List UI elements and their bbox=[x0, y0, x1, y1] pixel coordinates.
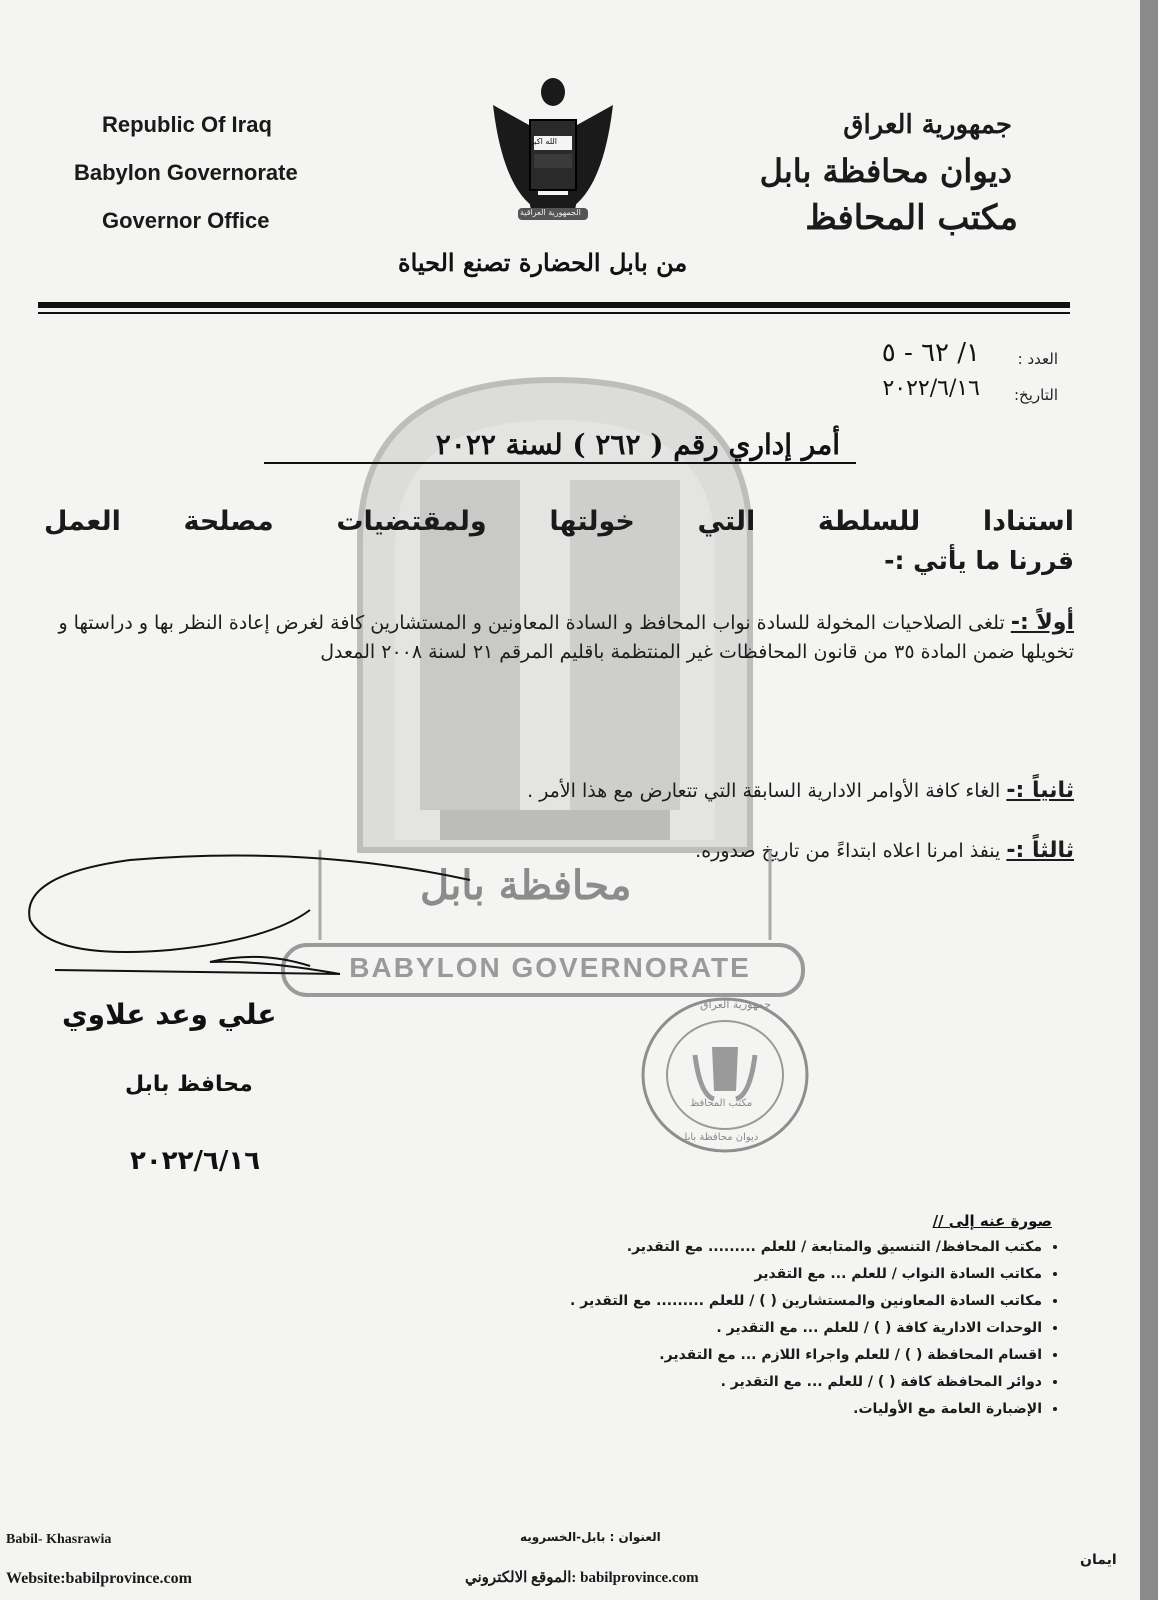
stamp-ar: محافظة بابل bbox=[420, 862, 632, 909]
footer-center-address: العنوان : بابل-الخسرويه bbox=[520, 1530, 661, 1544]
copy-item: • مكاتب السادة المعاونين والمستشارين ( ) / للعلم ......... مع التقدير . bbox=[322, 1288, 1042, 1315]
header-en-line-1: Republic Of Iraq bbox=[102, 112, 272, 137]
header-ar-line-1: جمهورية العراق bbox=[843, 110, 1012, 140]
seal-top-text: جمهورية العراق bbox=[700, 998, 772, 1011]
copy-item: • اقسام المحافظة ( ) / للعلم واجراء اللازم ... مع التقدير. bbox=[322, 1342, 1042, 1369]
footer-left-address: Babil- Khasrawia bbox=[6, 1532, 112, 1547]
signature-date: ٢٠٢٢/٦/١٦ bbox=[130, 1146, 261, 1176]
header-ar-line-2: ديوان محافظة بابل bbox=[759, 152, 1012, 190]
copy-item: • دوائر المحافظة كافة ( ) / للعلم ... مع التقدير . bbox=[322, 1369, 1042, 1396]
copy-item: • الوحدات الادارية كافة ( ) / للعلم ... مع التقدير . bbox=[322, 1315, 1042, 1342]
order-decision: قررنا ما يأتي :- bbox=[884, 546, 1074, 575]
item-2-label: ثانياً :- bbox=[1006, 778, 1074, 803]
stamp-en: BABYLON GOVERNORATE bbox=[349, 952, 751, 983]
footer-right-note: ايمان bbox=[1080, 1552, 1117, 1568]
copy-item: • الإضبارة العامة مع الأوليات. bbox=[322, 1396, 1042, 1423]
item-1-label: أولاً :- bbox=[1010, 610, 1074, 635]
header-en-line-2: Babylon Governorate bbox=[74, 160, 298, 185]
iraq-eagle-emblem bbox=[488, 70, 618, 230]
item-3-label: ثالثاً :- bbox=[1006, 838, 1074, 863]
signature-scribble bbox=[10, 850, 490, 990]
header-rule-thick bbox=[38, 302, 1070, 308]
copies-list bbox=[322, 1234, 1060, 1423]
header-rule-thin bbox=[38, 312, 1070, 314]
number-label: العدد : bbox=[1017, 350, 1058, 368]
item-1-text: تلغى الصلاحيات المخولة للسادة نواب المحافظ و السادة المعاونين و المستشارين كافة لغرض إعادة النظر بها و دراستها و تخويلها ضمن المادة ٣٥ من قانون المحافظات غير المنتظمة باقليم المرقم ٢١ لسنة ٢٠٠٨ المعدل bbox=[58, 612, 1074, 663]
item-3-text: ينفذ امرنا اعلاه ابتداءً من تاريخ صدوره. bbox=[695, 840, 1001, 862]
order-item-1 bbox=[44, 608, 1074, 667]
signatory-title: محافظ بابل bbox=[125, 1072, 253, 1097]
seal-mid-text: مكتب المحافظ bbox=[690, 1098, 753, 1109]
item-2-text: الغاء كافة الأوامر الادارية السابقة التي تتعارض مع هذا الأمر . bbox=[527, 780, 1001, 802]
slogan: من بابل الحضارة تصنع الحياة bbox=[398, 248, 688, 277]
order-intro: استنادا للسلطة التي خولتها ولمقتضيات مصلحة العمل bbox=[44, 506, 1074, 537]
round-seal bbox=[640, 995, 810, 1155]
footer-center-website: babilprovince.com :الموقع الالكتروني bbox=[465, 1570, 699, 1586]
date-label: التاريخ: bbox=[1014, 386, 1058, 404]
copies-heading: صورة عنه إلى // bbox=[932, 1212, 1052, 1230]
header-ar-line-3: مكتب المحافظ bbox=[805, 198, 1018, 238]
number-value: ١/ ٦٢ - ٥ bbox=[881, 338, 980, 368]
date-value: ٢٠٢٢/٦/١٦ bbox=[882, 376, 980, 401]
signatory-name: علي وعد علاوي bbox=[62, 998, 277, 1031]
seal-bottom-text: ديوان محافظة بابل bbox=[680, 1132, 759, 1143]
footer-left-website: Website:babilprovince.com bbox=[6, 1570, 192, 1587]
emblem-caption: الجمهورية العراقية bbox=[520, 208, 581, 217]
copy-item: • مكتب المحافظ/ التنسيق والمتابعة / للعلم ......... مع التقدير. bbox=[322, 1234, 1042, 1261]
header-en-line-3: Governor Office bbox=[102, 208, 270, 233]
order-item-2 bbox=[44, 776, 1074, 806]
title-underline bbox=[264, 462, 856, 464]
order-title: أمر إداري رقم ( ٢٦٢ ) لسنة ٢٠٢٢ bbox=[435, 428, 840, 461]
emblem-text: الله اكبر bbox=[530, 137, 557, 146]
copy-item: • مكاتب السادة النواب / للعلم ... مع التقدير bbox=[322, 1261, 1042, 1288]
